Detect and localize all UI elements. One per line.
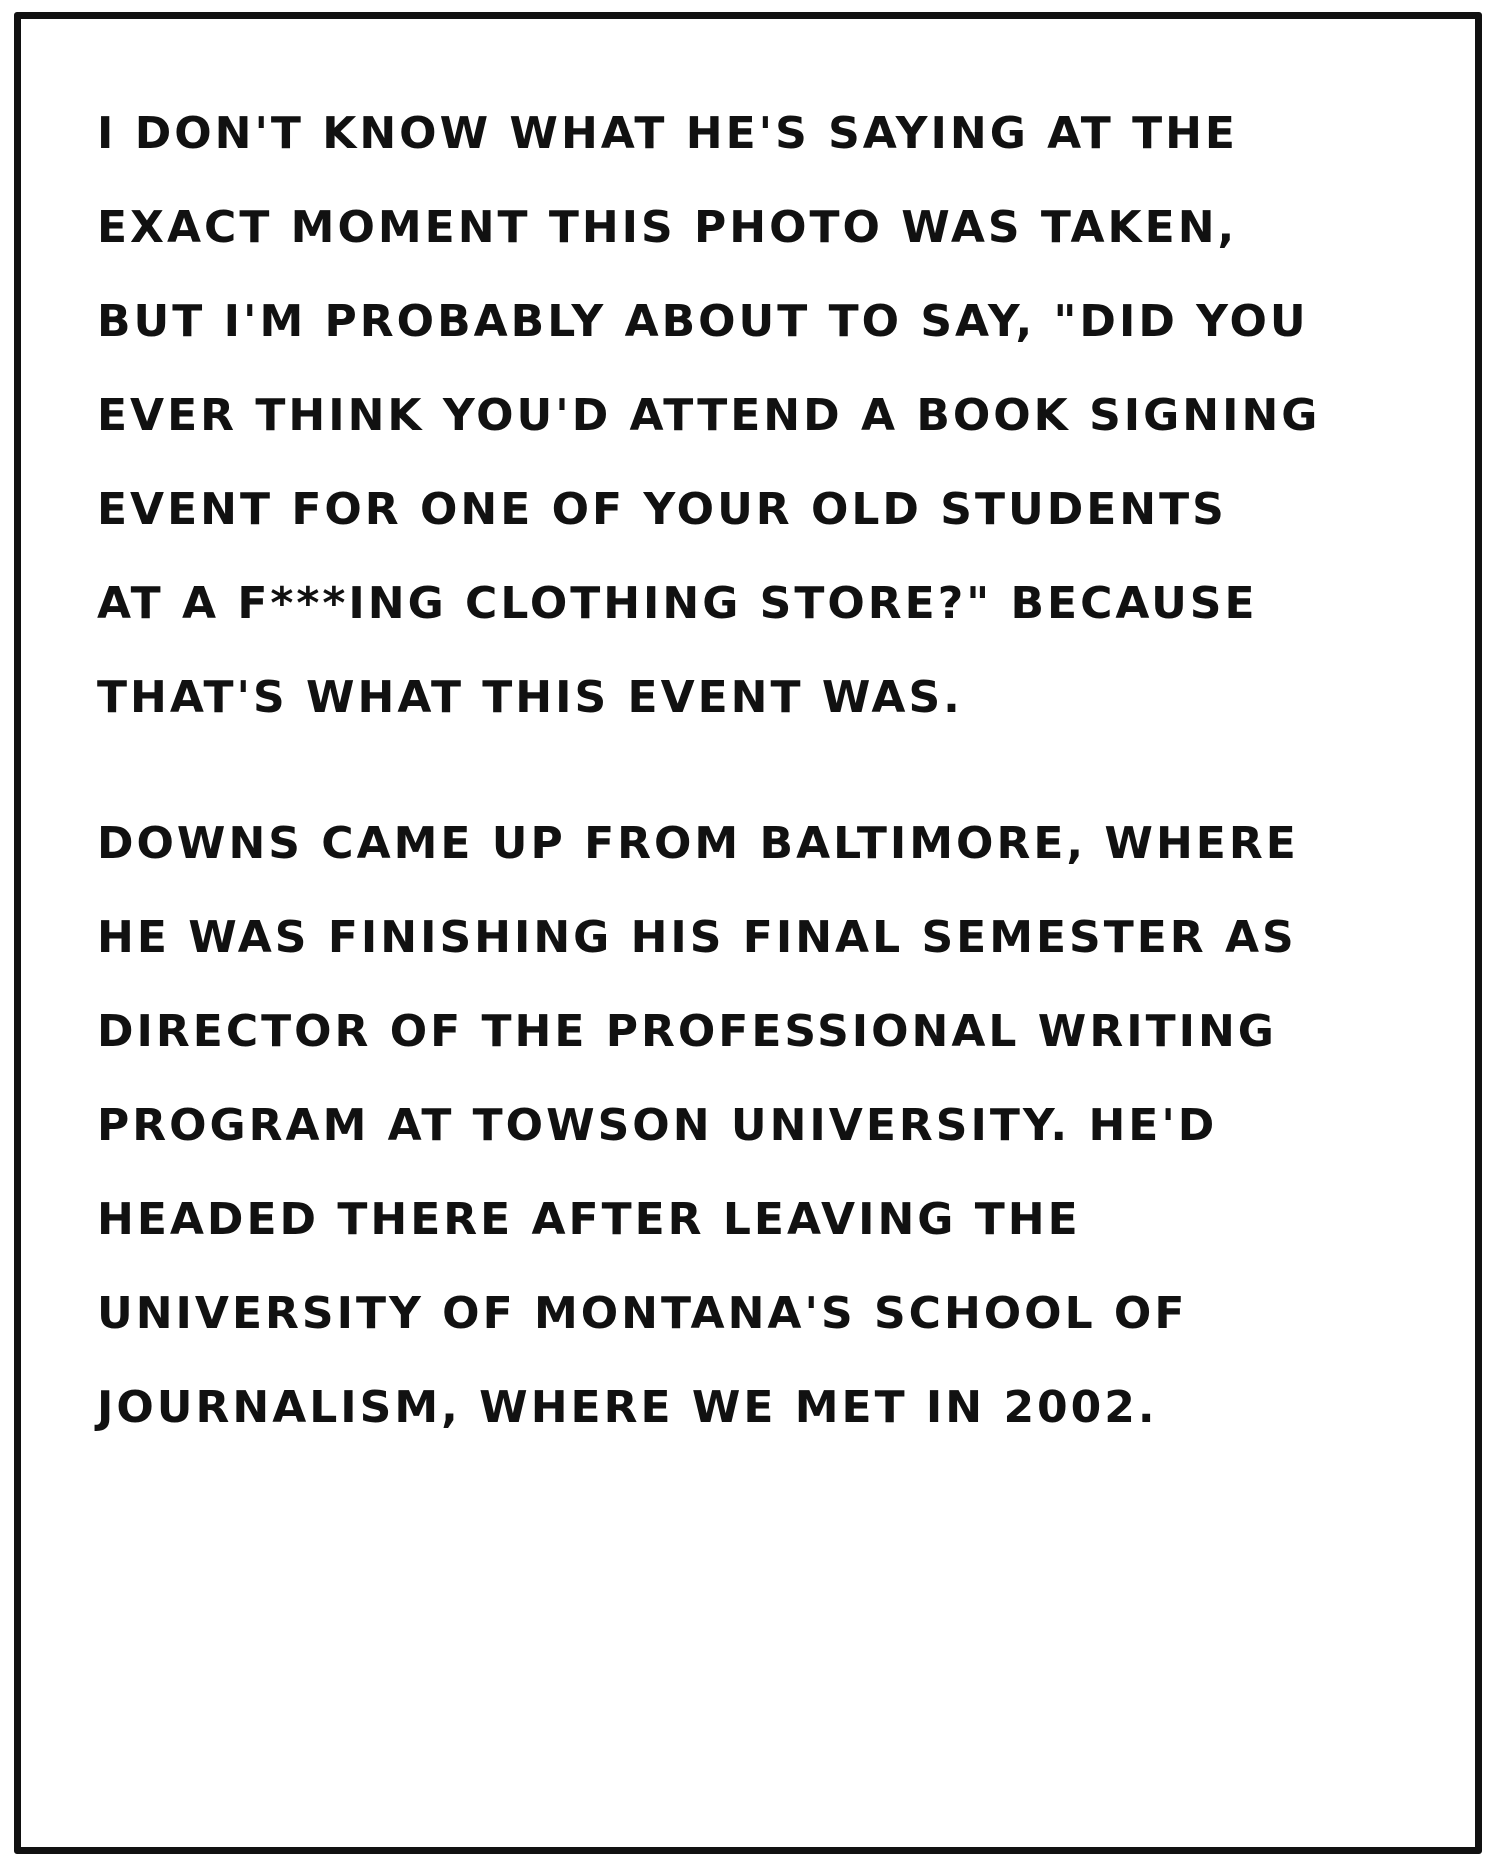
paragraph-2 — [97, 797, 1437, 1455]
paragraph-1 — [97, 87, 1437, 745]
text-line: DIRECTOR OF THE PROFESSIONAL WRITING — [97, 1006, 1277, 1057]
text-line: DOWNS CAME UP FROM BALTIMORE, WHERE — [97, 818, 1299, 869]
comic-panel — [14, 12, 1482, 1854]
text-line: THAT'S WHAT THIS EVENT WAS. — [97, 672, 963, 723]
text-line: HE WAS FINISHING HIS FINAL SEMESTER AS — [97, 912, 1297, 963]
text-line: BUT I'M PROBABLY ABOUT TO SAY, "DID YOU — [97, 296, 1309, 347]
text-line: I DON'T KNOW WHAT HE'S SAYING AT THE — [97, 108, 1238, 159]
text-line: AT A F***ING CLOTHING STORE?" BECAUSE — [97, 578, 1258, 629]
text-line: PROGRAM AT TOWSON UNIVERSITY. HE'D — [97, 1100, 1218, 1151]
text-line: EVENT FOR ONE OF YOUR OLD STUDENTS — [97, 484, 1227, 535]
text-line: JOURNALISM, WHERE WE MET IN 2002. — [97, 1382, 1158, 1433]
text-line: EXACT MOMENT THIS PHOTO WAS TAKEN, — [97, 202, 1238, 253]
text-line: UNIVERSITY OF MONTANA'S SCHOOL OF — [97, 1288, 1188, 1339]
text-line: HEADED THERE AFTER LEAVING THE — [97, 1194, 1081, 1245]
text-line: EVER THINK YOU'D ATTEND A BOOK SIGNING — [97, 390, 1321, 441]
